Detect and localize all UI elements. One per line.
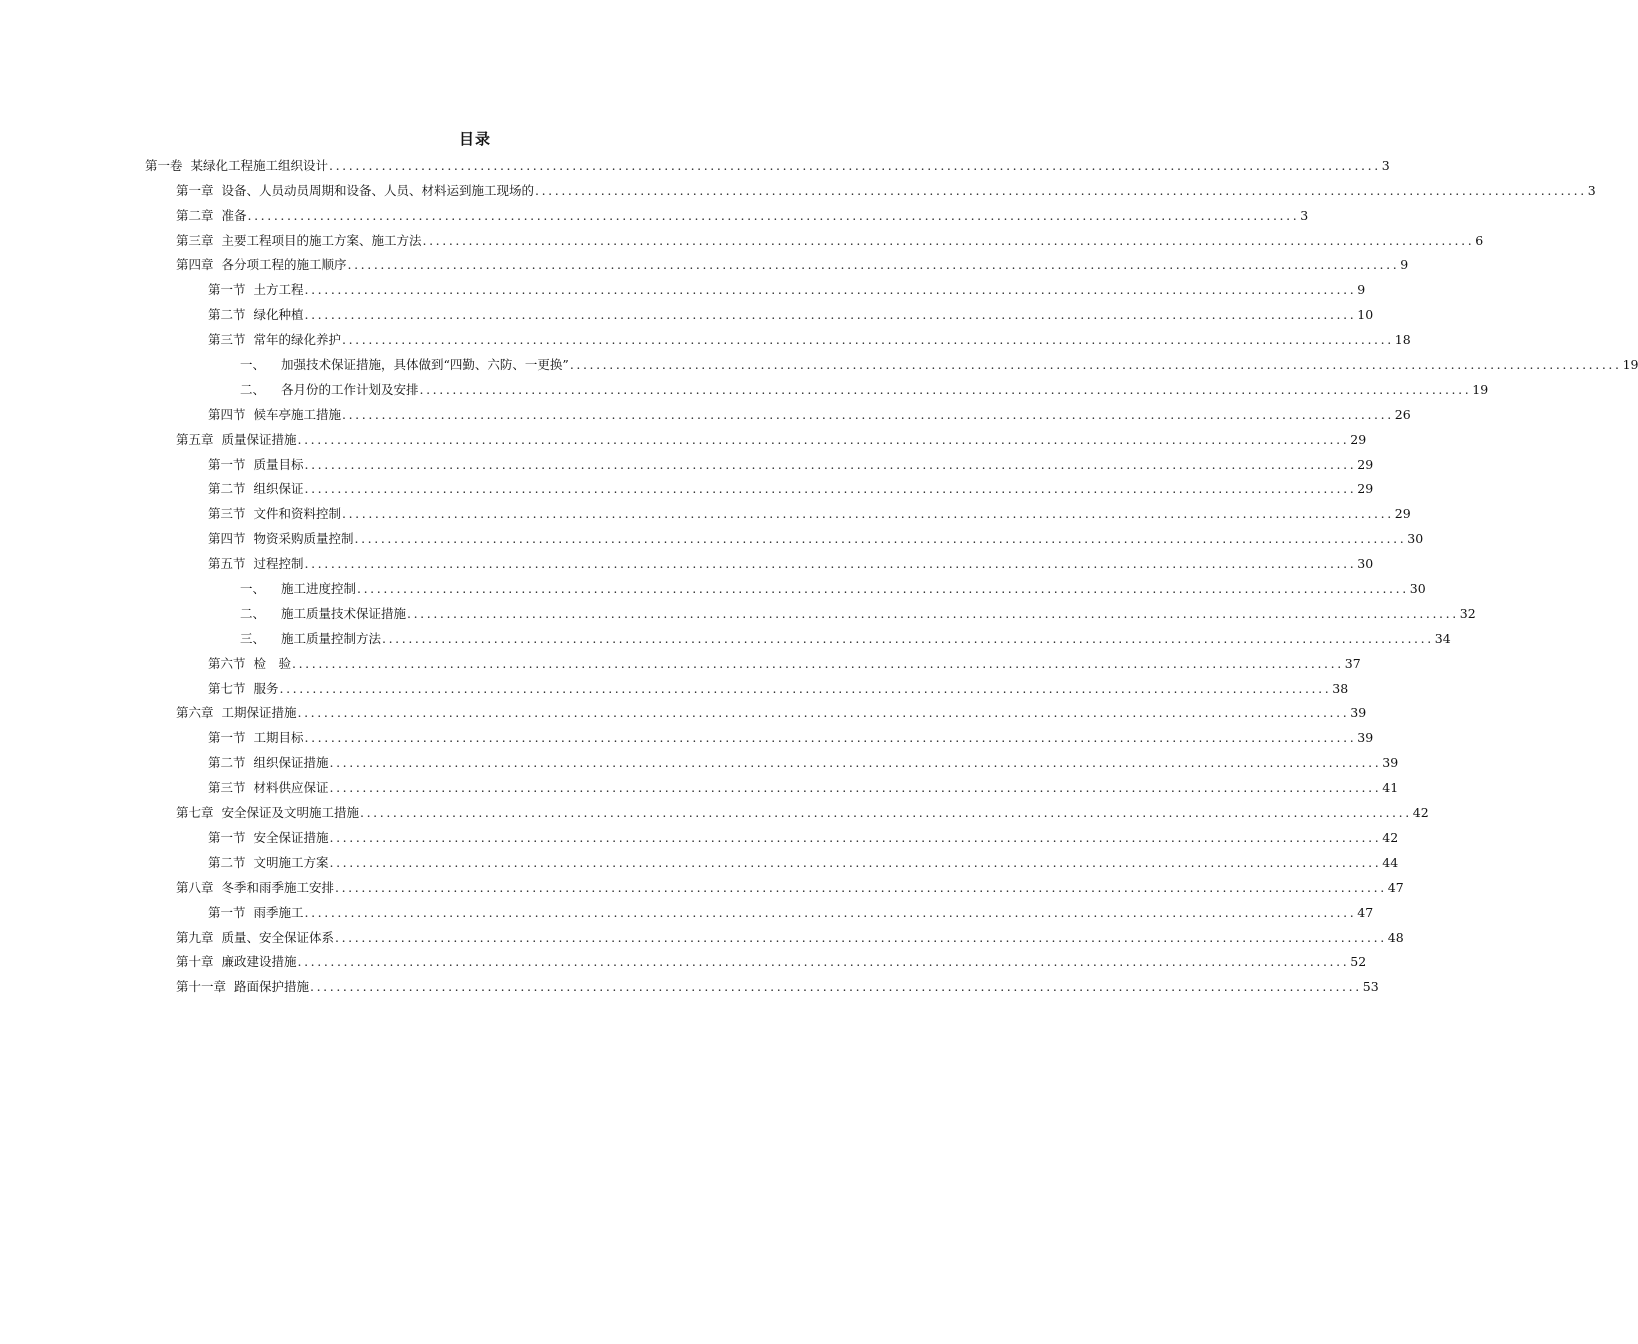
- toc-entry-title: 设备、人员动员周期和设备、人员、材料运到施工现场的: [221, 182, 535, 198]
- toc-entry-label: 第一节: [208, 904, 246, 920]
- toc-entry-label: 一、: [240, 357, 266, 373]
- toc-page-number: 3: [1381, 157, 1390, 173]
- toc-entry-text: [240, 631, 381, 646]
- toc-entry-title: 工期目标: [253, 730, 304, 746]
- toc-dot-leader: ................................................................................................................................................................: [382, 630, 1434, 646]
- toc-entry-title: 绿化种植: [253, 307, 304, 323]
- toc-entry-12[interactable]: [0, 424, 1367, 449]
- toc-entry-title: 廉政建设措施: [221, 954, 297, 970]
- toc-dot-leader: ................................................................................................................................................................: [419, 381, 1472, 397]
- toc-dot-leader: ................................................................................................................................................................: [422, 232, 1475, 248]
- toc-page-number: 3: [1587, 182, 1596, 198]
- toc-entry-text: [208, 830, 329, 845]
- toc-page-number: 38: [1332, 680, 1349, 696]
- toc-entry-title: 物资采购质量控制: [253, 531, 354, 547]
- toc-entry-label: 第一节: [208, 282, 246, 298]
- toc-entry-19[interactable]: [0, 598, 1476, 623]
- toc-entry-text: [176, 805, 359, 820]
- toc-page-number: 29: [1350, 431, 1367, 447]
- toc-entry-label: 第十章: [176, 954, 214, 970]
- toc-entry-3[interactable]: [0, 200, 1309, 225]
- toc-entry-text: [176, 705, 297, 720]
- toc-entry-text: [208, 755, 329, 770]
- toc-dot-leader: ................................................................................................................................................................: [329, 780, 1382, 796]
- toc-entry-label: 第三节: [208, 506, 246, 522]
- toc-page-number: 39: [1357, 730, 1374, 746]
- toc-entry-text: [176, 979, 309, 994]
- toc-page-number: 29: [1394, 506, 1411, 522]
- toc-page-number: 42: [1382, 829, 1399, 845]
- toc-entry-8[interactable]: [0, 324, 1411, 349]
- toc-entry-label: 第四节: [208, 531, 246, 547]
- toc-entry-text: [145, 158, 328, 173]
- toc-entry-label: 第一节: [208, 730, 246, 746]
- toc-entry-30[interactable]: [0, 872, 1404, 897]
- toc-entry-label: 第一节: [208, 829, 246, 845]
- toc-entry-21[interactable]: [0, 648, 1361, 673]
- toc-entry-2[interactable]: [0, 175, 1596, 200]
- toc-entry-label: 第三章: [176, 232, 214, 248]
- toc-entry-text: [208, 307, 304, 322]
- toc-entry-title: 各月份的工作计划及安排: [281, 381, 419, 397]
- toc-page-number: 47: [1387, 879, 1404, 895]
- toc-dot-leader: ................................................................................................................................................................: [342, 506, 1394, 522]
- toc-dot-leader: ................................................................................................................................................................: [535, 182, 1587, 198]
- toc-entry-label: 第一章: [176, 182, 214, 198]
- toc-page-number: 6: [1475, 232, 1484, 248]
- toc-entry-text: [176, 208, 247, 223]
- toc-entry-15[interactable]: [0, 498, 1411, 523]
- toc-entry-9[interactable]: [0, 349, 1638, 374]
- toc-dot-leader: ................................................................................................................................................................: [304, 481, 1357, 497]
- toc-entry-label: 第六节: [208, 655, 246, 671]
- toc-entry-text: [176, 257, 347, 272]
- toc-dot-leader: ................................................................................................................................................................: [247, 207, 1300, 223]
- toc-entry-7[interactable]: [0, 299, 1374, 324]
- toc-entry-28[interactable]: [0, 822, 1399, 847]
- toc-entry-title: 常年的绿化养护: [253, 332, 342, 348]
- toc-entry-33[interactable]: [0, 947, 1367, 972]
- toc-entry-text: [208, 407, 341, 422]
- toc-dot-leader: ................................................................................................................................................................: [347, 257, 1400, 273]
- toc-entry-title: 文件和资料控制: [253, 506, 342, 522]
- toc-entry-32[interactable]: [0, 922, 1404, 947]
- toc-entry-29[interactable]: [0, 847, 1399, 872]
- toc-entry-text: [208, 730, 304, 745]
- toc-page-number: 29: [1357, 456, 1374, 472]
- toc-entry-27[interactable]: [0, 797, 1429, 822]
- toc-entry-title: 组织保证措施: [253, 755, 329, 771]
- toc-dot-leader: ................................................................................................................................................................: [304, 307, 1357, 323]
- toc-entry-title: 准备: [221, 207, 247, 223]
- toc-entry-text: [208, 656, 291, 671]
- toc-entry-title: 质量、安全保证体系: [221, 929, 335, 945]
- toc-page-number: 47: [1357, 904, 1374, 920]
- toc-entry-5[interactable]: [0, 250, 1409, 275]
- toc-entry-text: [208, 556, 304, 571]
- toc-entry-text: [208, 457, 304, 472]
- toc-entry-14[interactable]: [0, 474, 1374, 499]
- toc-dot-leader: ................................................................................................................................................................: [310, 979, 1362, 995]
- toc-dot-leader: ................................................................................................................................................................: [279, 680, 1332, 696]
- toc-page-number: 30: [1407, 531, 1424, 547]
- toc-entry-title: 路面保护措施: [234, 979, 310, 995]
- toc-entry-text: [240, 357, 569, 372]
- toc-dot-leader: ................................................................................................................................................................: [335, 929, 1387, 945]
- toc-dot-leader: ................................................................................................................................................................: [304, 730, 1357, 746]
- toc-entry-title: 组织保证: [253, 481, 304, 497]
- toc-entry-text: [176, 233, 422, 248]
- toc-entry-text: [208, 905, 304, 920]
- toc-entry-text: [208, 282, 304, 297]
- toc-entry-text: [176, 880, 334, 895]
- toc-entry-text: [208, 531, 354, 546]
- toc-dot-leader: ................................................................................................................................................................: [354, 531, 1407, 547]
- toc-entry-18[interactable]: [0, 573, 1426, 598]
- toc-entry-title: 过程控制: [253, 556, 304, 572]
- toc-page-number: 18: [1394, 332, 1411, 348]
- toc-entry-title: 材料供应保证: [253, 780, 329, 796]
- toc-entry-16[interactable]: [0, 523, 1424, 548]
- toc-page-number: 41: [1382, 780, 1399, 796]
- toc-dot-leader: ................................................................................................................................................................: [304, 904, 1357, 920]
- toc-page-number: 30: [1409, 581, 1426, 597]
- toc-page-number: 53: [1362, 979, 1379, 995]
- toc-entry-label: 三、: [240, 630, 266, 646]
- toc-entry-17[interactable]: [0, 548, 1374, 573]
- toc-page-number: 26: [1394, 406, 1411, 422]
- toc-page-number: 39: [1350, 705, 1367, 721]
- toc-dot-leader: ................................................................................................................................................................: [297, 431, 1350, 447]
- toc-entry-label: 二、: [240, 381, 266, 397]
- toc-dot-leader: ................................................................................................................................................................: [329, 829, 1382, 845]
- toc-entry-34[interactable]: [0, 971, 1379, 996]
- toc-entry-label: 第四节: [208, 406, 246, 422]
- toc-page-number: 29: [1357, 481, 1374, 497]
- toc-entry-31[interactable]: [0, 897, 1374, 922]
- toc-entry-title: 土方工程: [253, 282, 304, 298]
- toc-dot-leader: ................................................................................................................................................................: [329, 157, 1381, 173]
- toc-entry-title: 安全保证及文明施工措施: [221, 805, 360, 821]
- toc-entry-text: [208, 332, 341, 347]
- toc-entry-label: 第五节: [208, 556, 246, 572]
- toc-dot-leader: ................................................................................................................................................................: [329, 854, 1382, 870]
- toc-entry-text: [176, 183, 534, 198]
- toc-list: [0, 150, 1638, 996]
- toc-entry-10[interactable]: [0, 374, 1489, 399]
- toc-page-number: 32: [1459, 605, 1476, 621]
- toc-page-number: 34: [1434, 630, 1451, 646]
- toc-entry-title: 加强技术保证措施，具体做到“四勤、六防、一更换”: [281, 357, 569, 373]
- toc-entry-label: 第二节: [208, 307, 246, 323]
- toc-entry-label: 第五章: [176, 431, 214, 447]
- toc-dot-leader: ................................................................................................................................................................: [407, 605, 1459, 621]
- toc-entry-title: 质量目标: [253, 456, 304, 472]
- toc-dot-leader: ................................................................................................................................................................: [297, 705, 1350, 721]
- toc-entry-label: 第七节: [208, 680, 246, 696]
- toc-title: 目录: [458, 130, 491, 148]
- toc-entry-13[interactable]: [0, 449, 1374, 474]
- toc-dot-leader: ................................................................................................................................................................: [335, 879, 1387, 895]
- toc-entry-text: [208, 780, 329, 795]
- toc-page-number: 9: [1400, 257, 1409, 273]
- toc-entry-label: 二、: [240, 605, 266, 621]
- toc-dot-leader: ................................................................................................................................................................: [304, 556, 1357, 572]
- toc-entry-title: 各分项工程的施工顺序: [221, 257, 347, 273]
- toc-dot-leader: ................................................................................................................................................................: [569, 357, 1622, 373]
- toc-entry-label: 第九章: [176, 929, 214, 945]
- toc-dot-leader: ................................................................................................................................................................: [360, 805, 1412, 821]
- toc-dot-leader: ................................................................................................................................................................: [292, 655, 1344, 671]
- toc-entry-text: [208, 506, 341, 521]
- toc-entry-label: 第二章: [176, 207, 214, 223]
- toc-entry-text: [176, 930, 334, 945]
- toc-dot-leader: ................................................................................................................................................................: [342, 332, 1394, 348]
- toc-entry-title: 施工进度控制: [281, 581, 357, 597]
- toc-entry-label: 第二节: [208, 854, 246, 870]
- toc-page-number: 9: [1357, 282, 1366, 298]
- toc-entry-11[interactable]: [0, 399, 1411, 424]
- toc-dot-leader: ................................................................................................................................................................: [297, 954, 1350, 970]
- toc-entry-title: 检 验: [253, 655, 292, 671]
- toc-dot-leader: ................................................................................................................................................................: [304, 456, 1357, 472]
- toc-page-number: 10: [1357, 307, 1374, 323]
- toc-entry-text: [240, 382, 419, 397]
- toc-dot-leader: ................................................................................................................................................................: [304, 282, 1357, 298]
- toc-entry-title: 施工质量技术保证措施: [281, 605, 407, 621]
- toc-entry-title: 候车亭施工措施: [253, 406, 342, 422]
- toc-entry-20[interactable]: [0, 623, 1451, 648]
- toc-entry-text: [208, 855, 329, 870]
- toc-entry-text: [240, 581, 356, 596]
- toc-dot-leader: ................................................................................................................................................................: [357, 581, 1409, 597]
- toc-page-number: 19: [1622, 357, 1638, 373]
- toc-page-number: 30: [1357, 556, 1374, 572]
- toc-page-number: 3: [1300, 207, 1309, 223]
- toc-entry-25[interactable]: [0, 747, 1399, 772]
- toc-entry-label: 第三节: [208, 332, 246, 348]
- toc-entry-label: 第二节: [208, 481, 246, 497]
- toc-page-number: 39: [1382, 755, 1399, 771]
- toc-dot-leader: ................................................................................................................................................................: [329, 755, 1382, 771]
- toc-entry-label: 第十一章: [176, 979, 227, 995]
- toc-page-number: 19: [1472, 381, 1489, 397]
- toc-entry-title: 服务: [253, 680, 279, 696]
- toc-entry-title: 主要工程项目的施工方案、施工方法: [221, 232, 422, 248]
- toc-entry-label: 第一节: [208, 456, 246, 472]
- toc-page-number: 48: [1387, 929, 1404, 945]
- toc-entry-title: 文明施工方案: [253, 854, 329, 870]
- toc-entry-text: [208, 481, 304, 496]
- toc-entry-4[interactable]: [0, 225, 1484, 250]
- toc-entry-24[interactable]: [0, 722, 1374, 747]
- toc-entry-text: [240, 606, 406, 621]
- toc-entry-text: [176, 432, 297, 447]
- toc-entry-title: 质量保证措施: [221, 431, 297, 447]
- toc-entry-label: 第一卷: [145, 157, 183, 173]
- toc-entry-text: [176, 954, 297, 969]
- toc-entry-title: 某绿化工程施工组织设计: [190, 157, 329, 173]
- toc-entry-6[interactable]: [0, 274, 1366, 299]
- toc-entry-text: [208, 681, 279, 696]
- toc-entry-1[interactable]: [0, 150, 1390, 175]
- toc-entry-label: 一、: [240, 581, 266, 597]
- toc-entry-label: 第六章: [176, 705, 214, 721]
- toc-entry-22[interactable]: [0, 673, 1349, 698]
- toc-entry-label: 第八章: [176, 879, 214, 895]
- toc-page-number: 44: [1382, 854, 1399, 870]
- toc-page-number: 42: [1412, 805, 1429, 821]
- toc-entry-label: 第二节: [208, 755, 246, 771]
- toc-entry-23[interactable]: [0, 698, 1367, 723]
- toc-entry-label: 第四章: [176, 257, 214, 273]
- toc-entry-title: 雨季施工: [253, 904, 304, 920]
- toc-page-number: 37: [1344, 655, 1361, 671]
- toc-entry-title: 施工质量控制方法: [281, 630, 382, 646]
- toc-entry-label: 第七章: [176, 805, 214, 821]
- toc-entry-title: 工期保证措施: [221, 705, 297, 721]
- toc-dot-leader: ................................................................................................................................................................: [342, 406, 1394, 422]
- toc-entry-label: 第三节: [208, 780, 246, 796]
- toc-page-number: 52: [1350, 954, 1367, 970]
- toc-entry-26[interactable]: [0, 772, 1399, 797]
- toc-entry-title: 冬季和雨季施工安排: [221, 879, 335, 895]
- toc-entry-title: 安全保证措施: [253, 829, 329, 845]
